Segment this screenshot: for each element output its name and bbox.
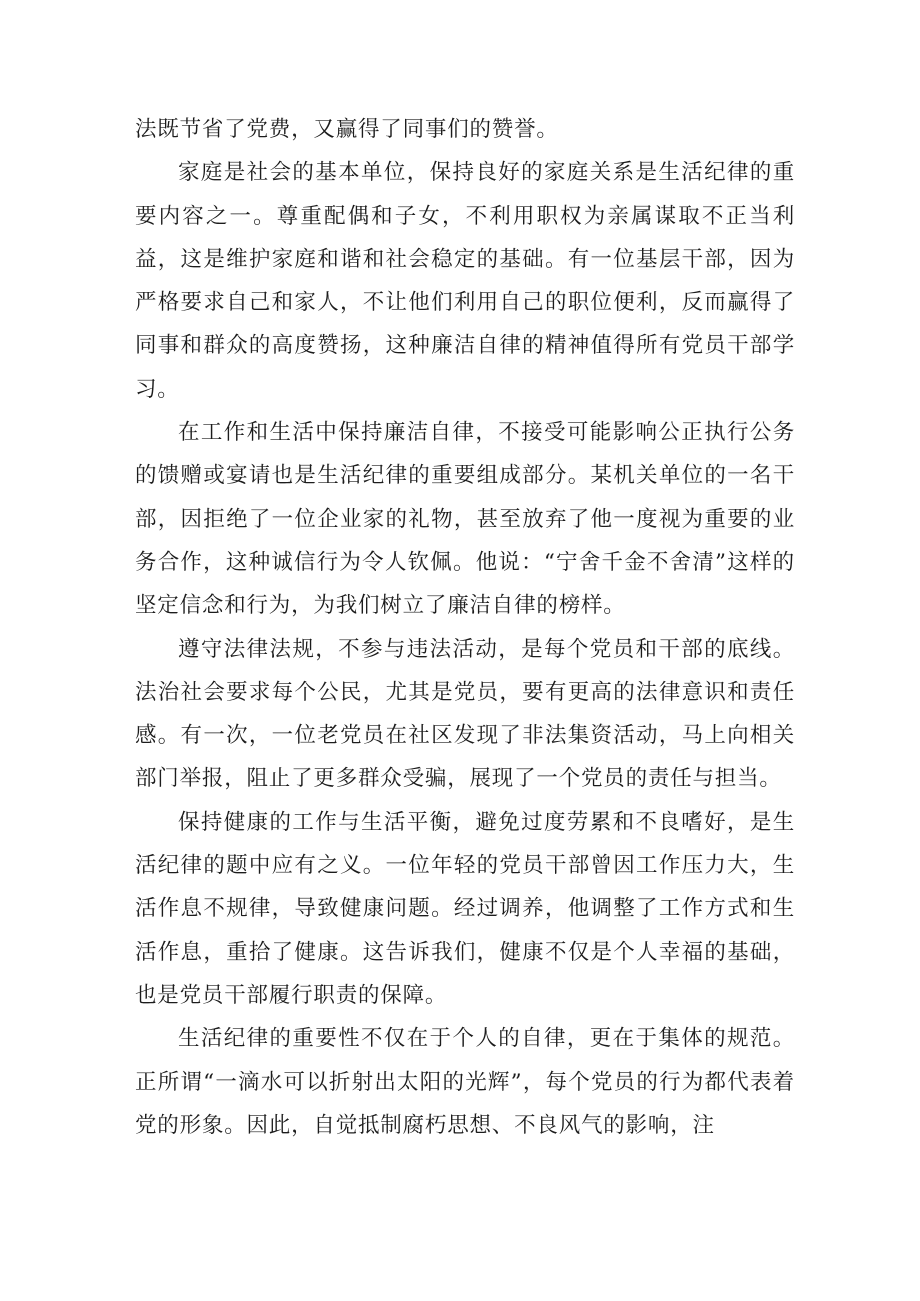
- paragraph-6: 生活纪律的重要性不仅在于个人的自律，更在于集体的规范。正所谓“一滴水可以折射出太阳的光辉”，每个党员的行为都代表着党的形象。因此，自觉抵制腐朽思想、不良风气的影响，注: [135, 1026, 795, 1138]
- paragraph-5: 保持健康的工作与生活平衡，避免过度劳累和不良嗜好，是生活纪律的题中应有之义。一位年轻的党员干部曾因工作压力大，生活作息不规律，导致健康问题。经过调养，他调整了工作方式和生活作息，重拾了健康。这告诉我们，健康不仅是个人幸福的基础，也是党员干部履行职责的保障。: [135, 809, 795, 1008]
- paragraph-4: 遵守法律法规，不参与违法活动，是每个党员和干部的底线。法治社会要求每个公民，尤其是党员，要有更高的法律意识和责任感。有一次，一位老党员在社区发现了非法集资活动，马上向相关部门举报，阻止了更多群众受骗，展现了一个党员的责任与担当。: [135, 636, 795, 792]
- paragraph-2: 家庭是社会的基本单位，保持良好的家庭关系是生活纪律的重要内容之一。尊重配偶和子女，不利用职权为亲属谋取不正当利益，这是维护家庭和谐和社会稳定的基础。有一位基层干部，因为严格要求自己和家人，不让他们利用自己的职位便利，反而赢得了同事和群众的高度赞扬，这种廉洁自律的精神值得所有党员干部学习。: [135, 160, 795, 402]
- paragraph-1: 法既节省了党费，又赢得了同事们的赞誉。: [135, 117, 559, 142]
- paragraph-3: 在工作和生活中保持廉洁自律，不接受可能影响公正执行公务的馈赠或宴请也是生活纪律的重要组成部分。某机关单位的一名干部，因拒绝了一位企业家的礼物，甚至放弃了他一度视为重要的业务合作，这种诚信行为令人钦佩。他说：“宁舍千金不舍清”这样的坚定信念和行为，为我们树立了廉洁自律的榜样。: [135, 420, 795, 619]
- body-text: [135, 108, 795, 1147]
